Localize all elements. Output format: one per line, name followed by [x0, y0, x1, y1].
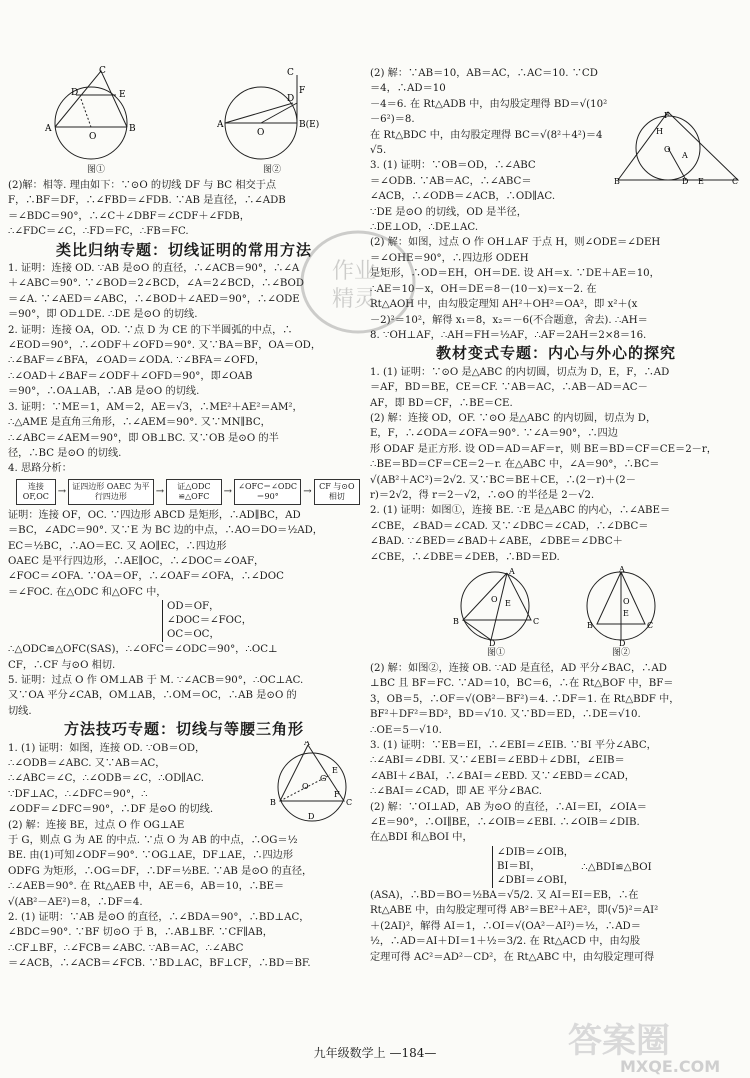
right-part-2-line: (2) 解：连接 OD，OF. ∵⊙O 是△ABC 的内切圆，切点为 D， — [370, 412, 657, 424]
watermark-url: MXQE.COM — [620, 1057, 721, 1076]
svg-text:E: E — [119, 89, 126, 100]
svg-text:O: O — [257, 127, 265, 138]
section-2-line: ODFG 为矩形，∴OG＝DF，∴DF＝½BE. ∵AB 是⊙O 的直径， — [8, 865, 313, 877]
figure-2 — [217, 65, 327, 178]
figure-2-svg — [217, 65, 327, 163]
intro-line: ∴∠FDC＝∠C，∴FD＝FC，∴FB＝FC. — [8, 226, 189, 238]
proof-4-line: ＝BC，∠ADC＝90°. 又∵E 为 BC 边的中点，∴AO＝DO＝½AD， — [8, 525, 323, 537]
arrow-icon: → — [223, 486, 232, 498]
section-1-line: 3. 证明：∵ME＝1，AM＝2，AE＝√3，∴ME²＋AE²＝AM²， — [8, 401, 303, 413]
right-part-3-line: ∴OE＝5－√10. — [370, 724, 442, 736]
section-1-line: ∴∠OAD＋∠BAF＝∠ODF＋∠OFD＝90°，即∠OAB — [8, 370, 253, 382]
proof-4-line: ＝∠FOC. 在△ODC 和△OFC 中， — [8, 586, 167, 598]
top-figures — [8, 66, 360, 178]
right-part-1-line: －2)²＝10²，解得 x₁＝8，x₂＝－6(不合题意，舍去). ∴AH＝ — [370, 314, 648, 326]
system-line: BI＝BI， — [497, 860, 541, 872]
right-part-2-line: ∠CBE，∠BAD＝∠CAD. 又∵∠DBC＝∠CAD，∴∠DBC＝ — [370, 520, 649, 532]
figure-1 — [41, 65, 151, 178]
svg-text:E: E — [332, 765, 338, 775]
right-part-1-line: 是矩形，∴OD＝EH，OH＝DE. 设 AH＝x. ∵DE＋AE＝10， — [370, 268, 660, 280]
right-part-3-line: 3. (1) 证明：∵EB＝EI，∴∠EBI＝∠EIB. ∵BI 平分∠ABC， — [370, 740, 657, 752]
right-part-3-line: 3，OB＝5，∴OF＝√(OB²－BF²)＝4. ∴DF＝1. 在 Rt△BDF 中， — [370, 693, 680, 705]
right-part-1-line: 8. ∵OH⊥AF，∴AH＝FH＝½AF，∴AF＝2AH＝2×8＝16. — [370, 329, 647, 341]
site-watermark-logo — [560, 1012, 745, 1078]
figure-1-svg — [41, 65, 151, 163]
svg-text:A: A — [304, 740, 310, 747]
right-part-3-line: (2) 解：∵OI⊥AD，AB 为⊙O 的直径，∴AI＝EI，∠OIA＝ — [370, 801, 647, 813]
svg-text:C: C — [647, 620, 654, 630]
watermark-logo-text: 答案圈 — [568, 1021, 670, 1061]
section-1-line: ＋∠ABC＝90°. ∵∠BOD＝2∠BCD，∠A＝2∠BCD，∴∠BOD — [8, 278, 305, 290]
right-part-3-line: (2) 解：如图②，连接 OB. ∵AD 是直径，AD 平分∠BAC，∴AD — [370, 663, 667, 674]
section-1-line: ＝∠A. ∵∠AED＝∠ABC，∴∠BOD＋∠AED＝90°，∴∠ODE — [8, 293, 300, 305]
system-line: ∠DIB＝∠OIB， — [497, 846, 574, 858]
svg-text:F: F — [664, 111, 670, 120]
svg-text:H: H — [656, 127, 663, 136]
svg-text:F: F — [299, 85, 306, 96]
right-part-2-line: ∠CBE，∴∠DBE＝∠DEB，∴BD＝ED. — [370, 551, 560, 563]
left-column — [8, 66, 360, 972]
system-line: OC＝OC， — [167, 629, 220, 641]
reasoning-flowchart — [16, 479, 360, 505]
section-2-line: 于 G，则点 G 为 AE 的中点. ∵点 O 为 AB 的中点，∴OG＝½ — [8, 835, 298, 847]
right-part-3-line: ∴∠BAI＝∠CAD，即 AE 平分∠BAC. — [370, 786, 542, 798]
section-1-line: ＝90°，∴OA⊥AB，∴AB 是⊙O 的切线. — [8, 386, 200, 398]
incenter-figure-1-svg — [451, 566, 541, 646]
svg-text:C: C — [346, 797, 353, 807]
flow-step-5: CF 与⊙O 相切 — [314, 479, 360, 505]
svg-text:B: B — [453, 616, 459, 626]
section-1-tail-line: 切线. — [8, 705, 32, 717]
right-part-1-line: (2) 解：如图，过点 O 作 OH⊥AF 于点 H，则∠ODE＝∠DEH — [370, 237, 661, 249]
right-part-2 — [370, 365, 742, 565]
congruence-system-1 — [158, 600, 360, 642]
system-line: OD＝OF， — [167, 601, 220, 613]
right-part-3-line: 在△BDI 和△BOI 中， — [370, 832, 473, 844]
section-1-line: 1. 证明：连接 OD. ∵AB 是⊙O 的直径，∴∠ACB＝90°，∴∠A — [8, 263, 300, 275]
right-column — [370, 66, 742, 965]
right-part-4-line: Rt△ABE 中，由勾股定理可得 AB²＝BE²＋AE²，即(√5)²＝AI² — [370, 905, 659, 917]
section-2-line: ∠BDC＝90°. ∵BF 切⊙O 于 B，∴AB⊥BF. ∵CF∥AB， — [8, 927, 273, 939]
right-part-2-line: AF，即 BD＝CF，∴BE＝CE. — [370, 397, 513, 409]
svg-text:C: C — [99, 65, 106, 76]
section-1-tail-line: CF，∴CF 与⊙O 相切. — [8, 659, 116, 671]
svg-text:B(E): B(E) — [299, 119, 320, 130]
section-1-tail-line: 又∵OA 平分∠CAB，OM⊥AB，∴OM＝OC，∴AB 是⊙O 的 — [8, 690, 297, 702]
proof-4-line: 证明：连接 OF，OC. ∵四边形 ABCD 是矩形，∴AD∥BC，AD — [8, 509, 301, 521]
tangent-figure — [612, 110, 742, 186]
svg-text:O: O — [89, 131, 97, 142]
svg-text:B: B — [587, 620, 593, 630]
svg-text:B: B — [614, 177, 620, 186]
right-part-2-line: ＝AF，BD＝BE，CE＝CF. ∵AB＝AC，∴AB－AD＝AC－ — [370, 382, 648, 394]
right-part-1-line: (2) 解：∵AB＝10，AB＝AC，∴AC＝10. ∵CD＝4，∴AD＝10 — [370, 68, 598, 95]
system-conclusion: ∴△BDI≌△BOI — [581, 861, 652, 873]
flow-step-2: 证四边形 OAEC 为平行四边形 — [68, 479, 154, 505]
svg-text:B: B — [129, 123, 136, 134]
section-1-tail-line: 5. 证明：过点 O 作 OM⊥AB 于 M. ∵∠ACB＝90°，∴OC⊥AC. — [8, 674, 304, 686]
section-2-line: ∴CF⊥BF，∴∠FCB＝∠ABC. ∵AB＝AC，∴∠ABC — [8, 942, 244, 954]
section-2-line: ∴∠ABC＝∠C，∴∠ODB＝∠C，∴OD∥AC. — [8, 773, 205, 785]
right-part-4 — [370, 888, 742, 965]
right-part-2-line: 形 ODAF 是正方形. 设 OD＝AD＝AF＝r，则 BE＝BD＝CF＝CE＝2－r， — [370, 443, 717, 455]
svg-text:B: B — [270, 797, 276, 807]
section-2-line: 2. (1) 证明：∵AB 是⊙O 的直径，∴∠BDA＝90°，∴BD⊥AC， — [8, 912, 310, 924]
figure-2-caption: 图② — [262, 164, 281, 175]
svg-text:A: A — [45, 123, 52, 134]
incenter-figure-1 — [451, 566, 541, 661]
section-2-line: ∴∠AEB＝90°. 在 Rt△AEB 中，AE＝6，AB＝10，∴BE＝ — [8, 881, 285, 893]
svg-text:G: G — [320, 773, 327, 783]
svg-text:E: E — [698, 177, 704, 186]
svg-text:D: D — [682, 177, 689, 186]
right-part-1-line: ∵DE 是⊙O 的切线，OD 是半径， — [370, 206, 527, 218]
figure-1-caption: 图① — [86, 164, 105, 175]
stamp-text-2: 精灵 — [332, 287, 377, 312]
incenter-figure-1-caption: 图① — [486, 647, 505, 658]
section-1-line: ∴△AME 是直角三角形，∴∠AEM＝90°. 又∵MN∥BC， — [8, 417, 271, 429]
right-part-1 — [370, 66, 742, 343]
right-part-1-line: －4＝6. 在 Rt△ADB 中，由勾股定理得 BD＝√(10²－6²)＝8. — [370, 98, 608, 126]
section-title-1: 类比归纳专题：切线证明的常用方法 — [55, 240, 312, 259]
right-part-3-line: ∴∠ABI＝∠DBI. 又∵∠EBI＝∠EBD＋∠DBI，∠EIB＝ — [370, 755, 625, 767]
right-part-1-line: ∠ACB，∴∠ODB＝∠ACB，∴OD∥AC. — [370, 191, 556, 203]
section-1-line: 径，∴BC 是⊙O 的切线. — [8, 447, 122, 459]
right-part-3-line: ∠ABI＋∠BAI，∴∠BAI＝∠EBD. 又∵∠EBD＝∠CAD， — [370, 770, 635, 782]
intro-line: F，∴BF＝DF，∴∠FBD＝∠FDB. ∵AB 是直径，∴∠ADB — [8, 195, 286, 207]
arrow-icon: → — [303, 486, 312, 498]
flow-step-1: 连接 OF,OC — [16, 479, 56, 505]
right-part-4-line: ＋(2AI)²，解得 AI＝1，∴OI＝√(OA²－AI²)＝½，∴AD＝ — [370, 920, 641, 932]
section-1-proof-4 — [8, 508, 360, 600]
svg-text:A: A — [509, 566, 515, 576]
arrow-icon: → — [155, 486, 165, 498]
right-part-2-line: √(AB²＋AC²)＝2√2. 又∵BC＝BE＋CE，∴(2－r)＋(2－ — [370, 474, 636, 486]
right-part-4-line: (ASA)，∴BD＝BO＝½BA＝√5/2. 又 AI＝EI＝EB，∴在 — [370, 889, 639, 901]
svg-text:F: F — [334, 789, 340, 799]
intro-line: ＝∠BDC＝90°，∴∠C＋∠DBF＝∠CDF＋∠FDB， — [8, 210, 250, 222]
section-1-line: ∠EOD＝90°，∴∠ODF＋∠OFD＝90°. 又∵BA＝BF，OA＝OD， — [8, 340, 322, 352]
svg-text:D: D — [489, 638, 496, 646]
watermark-stamp — [298, 228, 418, 336]
section-1-line: 4. 思路分析： — [8, 463, 72, 475]
section-1-line: 2. 证明：连接 OA，OD. ∵点 D 为 CE 的下半圆弧的中点，∴ — [8, 324, 293, 336]
right-part-1-line: ＝∠ODB. ∵AB＝AC，∴∠ABC＝ — [370, 175, 532, 187]
right-part-2-line: r)＝2√2，得 r＝2－√2，∴⊙O 的半径是 2－√2. — [370, 489, 595, 501]
isosceles-figure — [268, 741, 360, 827]
section-2-line: BE. 由(1)可知∠ODF＝90°. ∵OG⊥AE，DF⊥AE，∴四边形 — [8, 850, 294, 862]
section-title-3: 教材变式专题：内心与外心的探究 — [435, 344, 676, 363]
svg-text:D: D — [287, 93, 295, 104]
section-2-line: (2) 解：连接 BE，过点 O 作 OG⊥AE — [8, 819, 185, 831]
svg-text:E: E — [505, 598, 511, 608]
svg-text:D: D — [308, 811, 315, 821]
arrow-icon: → — [57, 486, 67, 498]
section-2-body — [8, 741, 360, 972]
right-part-1-line: Rt△AOH 中，由勾股定理知 AH²＋OH²＝OA²，即 x²＋(x — [370, 299, 638, 311]
proof-4-line: EC＝½BC，∴AO＝EC. 又 AO∥EC，∴四边形 — [8, 540, 227, 552]
proof-4-line: OAEC 是平行四边形，∴AE∥OC，∴∠DOC＝∠OAF， — [8, 555, 265, 567]
section-title-2: 方法技巧专题：切线与等腰三角形 — [63, 720, 304, 739]
congruence-system-2 — [488, 846, 742, 888]
right-part-3-line: BF²＋DF²＝BD²，BD＝√10. 又∵BD＝ED，∴DE＝√10. — [370, 709, 641, 721]
right-part-1-line: 在 Rt△BDC 中，由勾股定理得 BC＝√(8²＋4²)＝4√5. — [370, 129, 603, 157]
system-line: ∠DBI＝∠OBI， — [497, 874, 574, 886]
right-part-2-line: 2. (1) 证明：如图①，连接 BE. ∵E 是△ABC 的内心，∴∠ABE＝ — [370, 505, 671, 517]
svg-text:O: O — [491, 594, 498, 604]
svg-text:A: A — [682, 151, 688, 160]
incenter-figure-2 — [581, 566, 661, 661]
section-2-line: ∠ODF＝∠DFC＝90°，∴DF 是⊙O 的切线. — [8, 804, 214, 816]
section-2-line: √(AB²－AE²)＝8，∴DF＝4. — [8, 896, 143, 908]
right-part-1-line: 3. (1) 证明：∵OB＝OD，∴∠ABC — [370, 160, 536, 172]
right-part-2-line: ∴BE＝BD＝CF＝CE＝2－r. 在△ABC 中，∠A＝90°，∴BC＝ — [370, 459, 660, 471]
incenter-figure-2-svg — [581, 566, 661, 646]
svg-text:C: C — [732, 177, 739, 186]
svg-text:O: O — [623, 596, 630, 606]
right-part-3-line: ∠E＝90°，∴OI∥BE，∴∠OIB＝∠EBI. ∴∠OIB＝∠DIB. — [370, 817, 640, 829]
system-line: ∠DOC＝∠FOC， — [167, 615, 252, 627]
svg-text:O: O — [664, 145, 671, 154]
right-part-1-line: ∴DE⊥OD，∴DE⊥AC. — [370, 222, 479, 234]
flow-step-4: ∠OFC＝∠ODC ＝90° — [234, 479, 301, 505]
right-part-1-line: ∴AE＝10－x，OH＝DE＝8－(10－x)＝x－2. 在 — [370, 283, 597, 295]
right-part-1-line: ＝∠OHE＝90°，∴四边形 ODEH — [370, 252, 529, 264]
section-2-line: ∵DF⊥AC，∴∠DFC＝90°，∴ — [8, 788, 148, 800]
svg-text:C: C — [287, 67, 294, 78]
section-2-line: ∴∠ODB＝∠ABC. 又∵AB＝AC， — [8, 758, 166, 769]
proof-4-line: ∠FOC＝∠OFA. ∵OA＝OF，∴∠OAF＝∠OFA，∴∠DOC — [8, 571, 284, 583]
section-1-line: ∴∠BAF＝∠BFA，∠OAD＝∠ODA. ∵∠BFA＝∠OFD， — [8, 355, 265, 367]
svg-text:D: D — [71, 87, 79, 98]
svg-text:E: E — [623, 608, 629, 618]
flow-step-3: 证△ODC ≌△OFC — [166, 479, 221, 505]
section-2-line: ＝∠ACB，∴∠ACB＝∠FCB. ∵BD⊥AC，BF⊥CF，∴BD＝BF. — [8, 958, 311, 970]
svg-text:A: A — [619, 565, 625, 574]
svg-text:C: C — [533, 616, 540, 626]
section-1-line: ＝90°，即 OD⊥DE. ∴DE 是⊙O 的切线. — [8, 309, 198, 321]
incenter-figures — [370, 565, 742, 661]
right-part-4-line: ½，∴AD＝AI＋DI＝1＋½＝3/2. 在 Rt△ACD 中，由勾股 — [370, 936, 641, 948]
section-1-tail — [8, 642, 360, 719]
page-footer: 九年级数学上 —184— — [313, 1046, 437, 1060]
right-part-3-line: ⊥BC 且 BF＝FC. ∵AD＝10，BC＝6，∴在 Rt△BOF 中，BF＝ — [370, 678, 674, 690]
right-part-2-line: E，F，∴∠ODA＝∠OFA＝90°. ∵∠A＝90°，∴四边 — [370, 428, 618, 440]
incenter-figure-2-caption: 图② — [611, 647, 630, 658]
section-1-line: ∴∠ABC＝∠AEM＝90°，即 OB⊥BC. 又∵OB 是⊙O 的半 — [8, 432, 279, 444]
right-part-4-line: 定理可得 AC²＝AD²－CD²，在 Rt△ABC 中，由勾股定理可得 — [370, 951, 655, 963]
section-2-line: 1. (1) 证明：如图，连接 OD. ∵OB＝OD， — [8, 742, 206, 754]
right-part-2-line: 1. (1) 证明：∵⊙O 是△ABC 的内切圆，切点为 D，E，F，∴AD — [370, 366, 670, 378]
svg-text:A: A — [217, 119, 224, 130]
right-part-3 — [370, 661, 742, 846]
intro-line: (2)解：相等. 理由如下：∵⊙O 的切线 DF 与 BC 相交于点 — [8, 180, 277, 191]
right-part-2-line: ∠BAD. ∵∠BED＝∠BAD＋∠ABE，∠DBE＝∠DBC＋ — [370, 536, 623, 548]
section-1-tail-line: ∴△ODC≌△OFC(SAS)，∴∠OFC＝∠ODC＝90°，∴OC⊥ — [8, 644, 278, 656]
svg-text:O: O — [302, 781, 309, 791]
svg-text:D: D — [619, 638, 626, 646]
stamp-text-1: 作业 — [332, 259, 377, 284]
